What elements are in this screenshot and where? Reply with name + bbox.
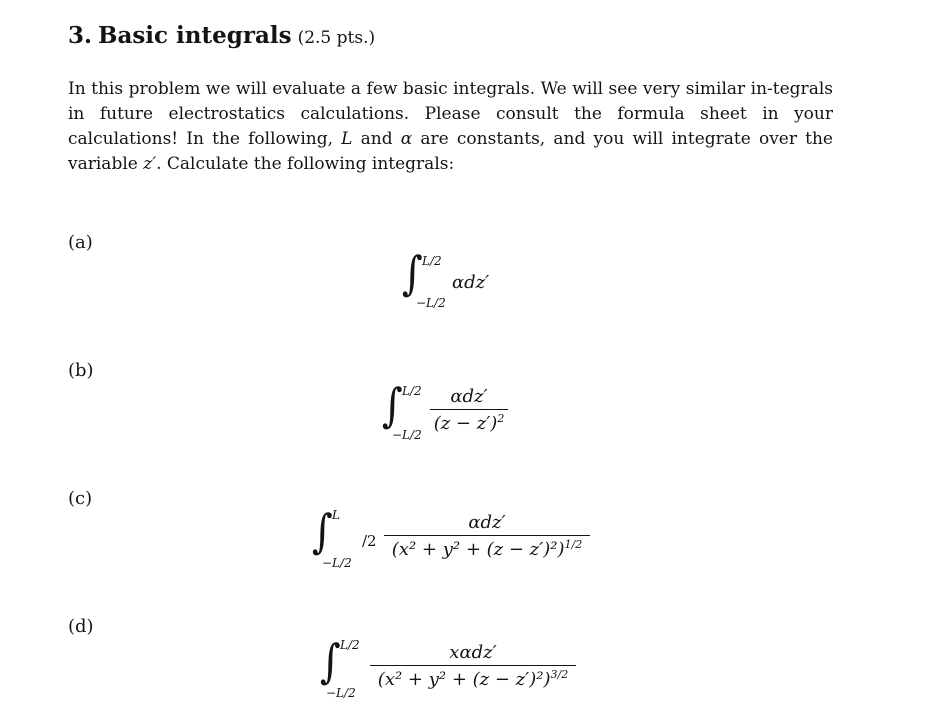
upper-limit: L/2 xyxy=(422,254,442,268)
lower-limit: −L/2 xyxy=(322,556,352,570)
intro-text-1: In this problem we will evaluate a few basic integrals. We will see very similar in-tegrals in future electrostatics calculations. Please consult the formula sheet in your calculations! In the following, xyxy=(68,79,833,149)
problem-heading xyxy=(68,22,375,49)
denominator: (x² + y² + (z − z′)²) xyxy=(391,539,565,560)
numerator: αdz′ xyxy=(450,386,488,407)
denominator: (z − z′) xyxy=(433,413,498,434)
problem-number: 3. xyxy=(68,22,93,49)
intro-text-3: are constants, and you will integrate over the variable xyxy=(68,129,833,174)
part-d-integral xyxy=(320,636,600,706)
lower-limit: −L/2 xyxy=(392,428,422,442)
upper-limit: L xyxy=(332,508,340,522)
lower-limit: −L/2 xyxy=(326,686,356,700)
var-z: z′ xyxy=(143,154,157,174)
problem-title: Basic integrals xyxy=(98,22,292,49)
problem-intro xyxy=(68,77,833,177)
part-b-integral xyxy=(382,379,542,444)
integral-sign: ∫ xyxy=(402,247,423,301)
part-a-integral xyxy=(402,247,522,312)
var-L: L xyxy=(341,129,353,149)
exponent: 2 xyxy=(497,412,505,425)
integral-sign: ∫ xyxy=(312,505,333,559)
intro-text-2: and xyxy=(352,129,401,149)
exponent: 3/2 xyxy=(550,668,569,681)
part-d-label: (d) xyxy=(68,616,94,637)
lower-limit: −L/2 xyxy=(416,296,446,310)
integral-sign: ∫ xyxy=(382,379,403,433)
numerator: xαdz′ xyxy=(449,642,497,663)
fraction-bar xyxy=(430,409,508,410)
intro-text-4: . Calculate the following integrals: xyxy=(156,154,455,174)
part-a-label: (a) xyxy=(68,232,93,253)
numerator: αdz′ xyxy=(468,512,506,533)
integrand-fraction xyxy=(384,512,590,560)
integrand: αdz′ xyxy=(452,272,490,293)
exponent: 1/2 xyxy=(564,538,583,551)
part-c-label: (c) xyxy=(68,488,93,509)
denominator: (x² + y² + (z − z′)²) xyxy=(377,669,551,690)
var-alpha: α xyxy=(400,129,413,149)
fraction-bar xyxy=(370,665,576,666)
part-b-label: (b) xyxy=(68,360,94,381)
problem-points: (2.5 pts.) xyxy=(297,28,376,48)
part-c-integral xyxy=(312,506,602,576)
stray-limit-text: /2 xyxy=(362,532,377,550)
upper-limit: L/2 xyxy=(402,384,422,398)
fraction-bar xyxy=(384,535,590,536)
integral-sign: ∫ xyxy=(320,635,341,689)
integrand-fraction xyxy=(430,386,508,434)
upper-limit: L/2 xyxy=(340,638,360,652)
integrand-fraction xyxy=(370,642,576,690)
